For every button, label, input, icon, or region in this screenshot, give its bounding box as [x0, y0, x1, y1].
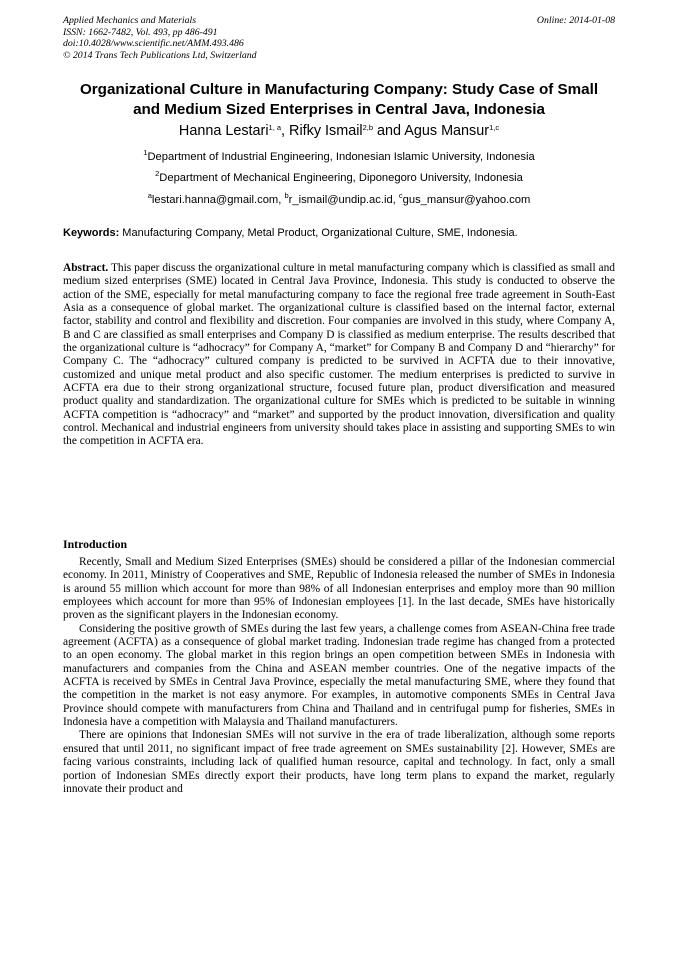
affiliation-superscript: 2 [155, 169, 160, 178]
keywords-section [63, 226, 615, 240]
email-link[interactable]: lestari.hanna@gmail.com, [151, 194, 285, 206]
paragraph: Considering the positive growth of SMEs during the last few years, a challenge comes from ASEAN-China free trade agreement (ACFTA) as a consequence of global market trading. Indonesian trade regime has changed from a protected to an open economy. The global market in this region brings an open competition between SMEs in Indonesia with manufacturers and companies from the China and ASEAN member countries. One of the negative impacts of the ACFTA is received by SMEs in Central Java Province, especially the metal manufacturing SME, where they found that the competition in the market is not easy anymore. For examples, in automotive components SMEs in Central Java Province should compete with manufacturers from China and Thailand and in centrifugal pump for fisheries, SMEs in Indonesia have a competition with Malaysia and Thailand manufacturers. [63, 622, 615, 729]
email-superscript: a [147, 191, 152, 200]
author-name: Rifky Ismail [289, 123, 363, 139]
doi-line: doi:10.4028/www.scientific.net/AMM.493.486 [63, 38, 244, 49]
author-separator: and [373, 123, 405, 139]
email-superscript: b [284, 191, 289, 200]
affiliation-2 [50, 171, 628, 185]
abstract-label: Abstract. [63, 262, 109, 274]
introduction-heading: Introduction [63, 537, 128, 551]
journal-name: Applied Mechanics and Materials [63, 15, 197, 26]
affiliation-1 [50, 150, 628, 164]
paragraph: There are opinions that Indonesian SMEs will not survive in the era of trade liberalization, although some reports ensured that until 2011, no significant impact of free trade agreement on SMEs sustainability [2]. However, SMEs are facing various constraints, including lack of qualified human resource, capital and technology. In fact, only a small portion of Indonesian SMEs directly export their products, have long term plans to expand the market, regularly innovate their product and [63, 729, 615, 795]
author-superscript: 1,c [489, 123, 500, 132]
author-list [50, 121, 628, 141]
abstract-text: This paper discuss the organizational culture in metal manufacturing company which is classified as small and medium sized enterprises (SME) located in Central Java Province, Indonesia. This study is conducted to observe the action of the SME, especially for metal manufacturing company to face the regional free trade agreement in South-East Asia as a consequence of global market. The organizational culture is classified based on the internal factor, external factor, stability and control and flexibility and discretion. Four companies are involved in this study, where Company A, B and C are classified as small enterprises and Company D is classified as medium enterprise. The results described that the organizational culture is “adhocracy” for Company A, “market” for Company B and Company D and “hierarchy” for Company C. The “adhocracy” cultured company is predicted to be survived in ACFTA due to their innovative, customized and unique metal product and also specific customer. The medium enterprises is predicted to survive in ACFTA era due to their strong organizational structure, focused future plan, product diversification and measured product quality and standardization. The organizational culture for SMEs which is predicted to be suitable in winning ACFTA competition is “adhocracy” and “market” and supported by the product innovation, diversification and quality control. Mechanical and industrial engineers from university should takes place in assisting and supporting SMEs to win the competition in ACFTA era. [63, 262, 615, 448]
email-link[interactable]: gus_mansur@yahoo.com [402, 194, 531, 206]
online-date: Online: 2014-01-08 [536, 15, 615, 26]
paragraph: Recently, Small and Medium Sized Enterprises (SMEs) should be considered a pillar of the Indonesian commercial economy. In 2011, Ministry of Cooperatives and SME, Republic of Indonesia released the number of SMEs in Indonesia is around 55 million which account for more than 98% of all Indonesian enterprises and employ more than 90 million employees which account for more than 95% of Indonesian employees [1]. In the last decade, SMEs have historically proven as the significant players in the Indonesian economy. [63, 556, 615, 622]
author-superscript: 1, a [268, 123, 282, 132]
author-name: Hanna Lestari [178, 123, 269, 139]
email-link[interactable]: r_ismail@undip.ac.id, [288, 194, 399, 206]
abstract-section [63, 262, 615, 449]
issn-line: ISSN: 1662-7482, Vol. 493, pp 486-491 [63, 26, 218, 38]
author-name: Agus Mansur [404, 123, 490, 139]
journal-info [63, 15, 257, 61]
introduction-body [63, 556, 615, 796]
affiliation-text: Department of Mechanical Engineering, Diponegoro University, Indonesia [159, 172, 523, 184]
title-line-1: Organizational Culture in Manufacturing Company: Study Case of Small [79, 81, 599, 98]
email-superscript: c [398, 191, 403, 200]
copyright-line: © 2014 Trans Tech Publications Ltd, Switzerland [63, 49, 257, 61]
affiliation-text: Department of Industrial Engineering, Indonesian Islamic University, Indonesia [147, 151, 535, 163]
title-line-2: and Medium Sized Enterprises in Central Java, Indonesia [133, 101, 545, 118]
author-separator: , [281, 123, 290, 139]
affiliation-superscript: 1 [143, 148, 148, 157]
author-superscript: 2,b [362, 123, 374, 132]
keywords-label: Keywords: [63, 227, 120, 239]
keywords-text: Manufacturing Company, Metal Product, Organizational Culture, SME, Indonesia. [119, 227, 518, 239]
email-line [50, 193, 628, 207]
paper-title [50, 80, 628, 120]
